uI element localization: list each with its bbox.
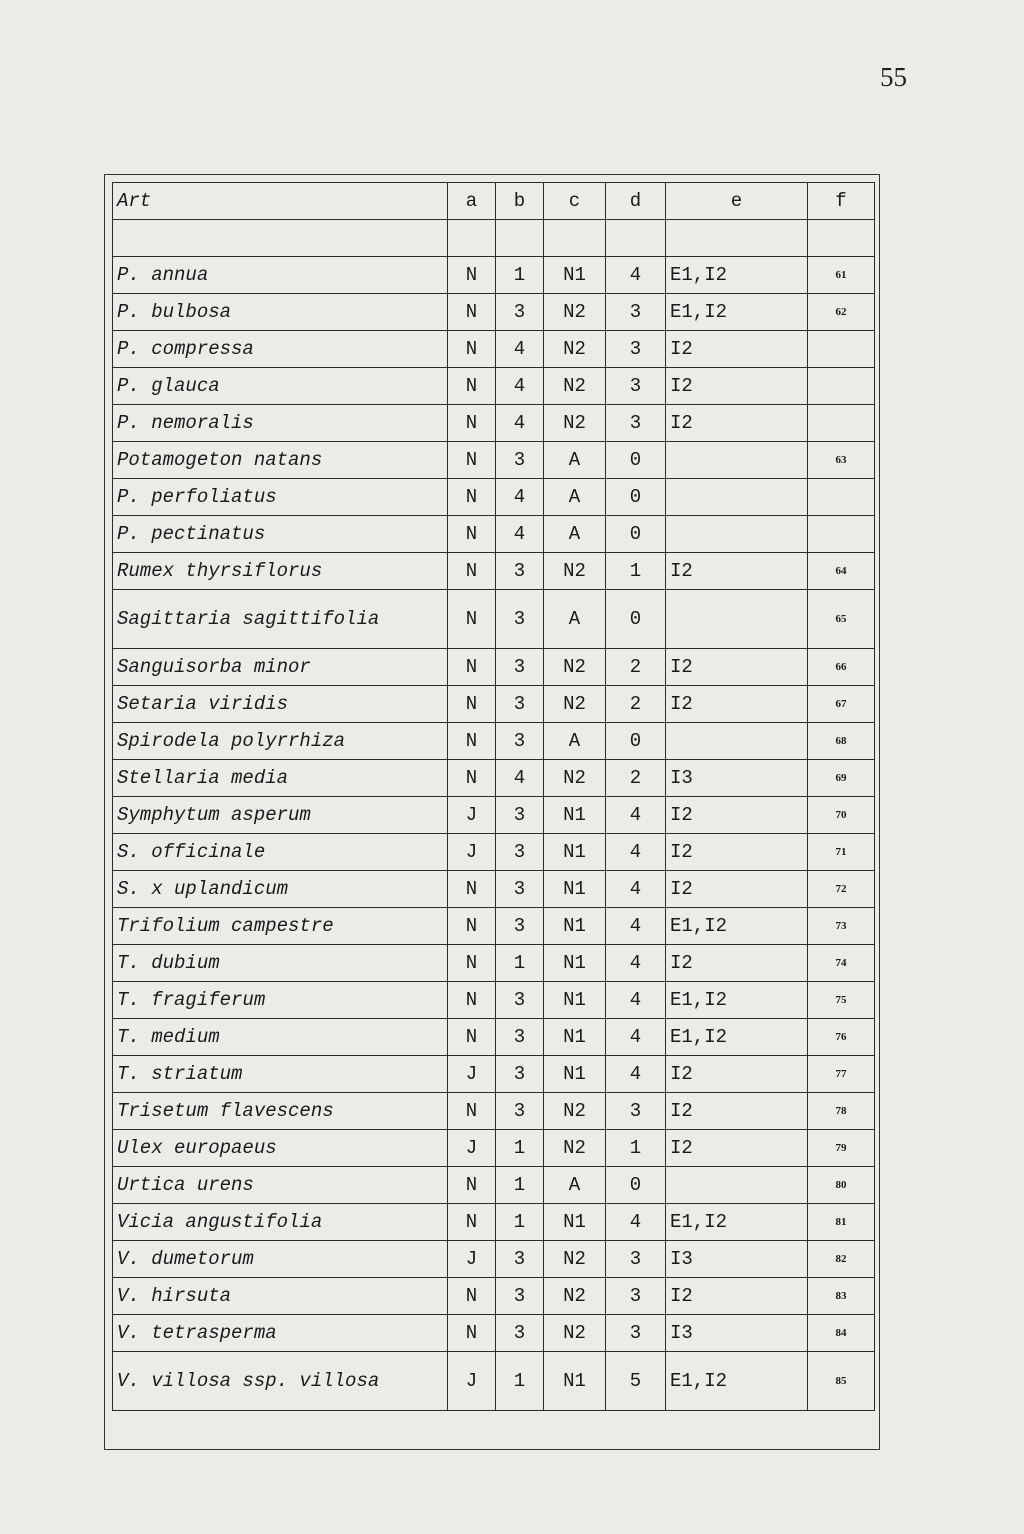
cell-d: 4: [606, 871, 666, 908]
cell-e: E1,I2: [666, 982, 808, 1019]
cell-c: N1: [544, 982, 606, 1019]
cell-f: 67: [808, 686, 875, 723]
cell-c: N2: [544, 1315, 606, 1352]
cell-art: T. fragiferum: [113, 982, 448, 1019]
table-row: [113, 405, 875, 442]
table-row: [113, 797, 875, 834]
table-row: [113, 1315, 875, 1352]
cell-e: E1,I2: [666, 1204, 808, 1241]
cell-a: J: [448, 834, 496, 871]
cell-art: Rumex thyrsiflorus: [113, 553, 448, 590]
cell-a: N: [448, 257, 496, 294]
cell-f: 71: [808, 834, 875, 871]
cell-a: N: [448, 368, 496, 405]
cell-c: N2: [544, 1241, 606, 1278]
cell-c: N2: [544, 553, 606, 590]
cell-f: 66: [808, 649, 875, 686]
table-row: [113, 479, 875, 516]
header-a: a: [448, 183, 496, 220]
cell-e: [666, 1167, 808, 1204]
cell-b: 3: [496, 686, 544, 723]
cell-c: A: [544, 723, 606, 760]
cell-b: 3: [496, 1315, 544, 1352]
cell-c: N1: [544, 945, 606, 982]
cell-c: N2: [544, 1093, 606, 1130]
cell-c: N2: [544, 686, 606, 723]
cell-f: 81: [808, 1204, 875, 1241]
cell-c: N2: [544, 649, 606, 686]
cell-c: N2: [544, 368, 606, 405]
cell-a: N: [448, 1204, 496, 1241]
table-row: [113, 257, 875, 294]
cell-b: 4: [496, 331, 544, 368]
cell-b: 1: [496, 1167, 544, 1204]
cell-b: 3: [496, 797, 544, 834]
cell-b: 3: [496, 834, 544, 871]
table-row: [113, 649, 875, 686]
cell-c: N1: [544, 908, 606, 945]
cell-c: N1: [544, 797, 606, 834]
cell-a: N: [448, 442, 496, 479]
cell-c: N1: [544, 1056, 606, 1093]
spacer-cell: [448, 220, 496, 257]
cell-f: 70: [808, 797, 875, 834]
table-row: [113, 1204, 875, 1241]
cell-d: 3: [606, 331, 666, 368]
cell-art: S. officinale: [113, 834, 448, 871]
cell-b: 3: [496, 871, 544, 908]
cell-f: 63: [808, 442, 875, 479]
cell-e: E1,I2: [666, 294, 808, 331]
table-row: [113, 1093, 875, 1130]
cell-e: E1,I2: [666, 908, 808, 945]
cell-e: E1,I2: [666, 257, 808, 294]
cell-a: J: [448, 1352, 496, 1411]
cell-art: V. hirsuta: [113, 1278, 448, 1315]
cell-c: N1: [544, 1019, 606, 1056]
table-row: [113, 331, 875, 368]
cell-d: 1: [606, 553, 666, 590]
cell-d: 3: [606, 368, 666, 405]
cell-b: 3: [496, 1278, 544, 1315]
cell-b: 4: [496, 405, 544, 442]
cell-art: Vicia angustifolia: [113, 1204, 448, 1241]
cell-art: P. pectinatus: [113, 516, 448, 553]
cell-art: Trisetum flavescens: [113, 1093, 448, 1130]
cell-e: I3: [666, 1315, 808, 1352]
cell-art: T. striatum: [113, 1056, 448, 1093]
cell-f: [808, 331, 875, 368]
cell-b: 1: [496, 1352, 544, 1411]
header-d: d: [606, 183, 666, 220]
cell-e: I2: [666, 553, 808, 590]
cell-f: 77: [808, 1056, 875, 1093]
table-row: [113, 723, 875, 760]
cell-c: N1: [544, 834, 606, 871]
cell-f: 68: [808, 723, 875, 760]
cell-art: Spirodela polyrrhiza: [113, 723, 448, 760]
cell-b: 3: [496, 1093, 544, 1130]
cell-f: 75: [808, 982, 875, 1019]
cell-d: 4: [606, 797, 666, 834]
table-row: [113, 294, 875, 331]
cell-art: V. dumetorum: [113, 1241, 448, 1278]
cell-c: N1: [544, 257, 606, 294]
cell-c: N2: [544, 1278, 606, 1315]
cell-e: I2: [666, 797, 808, 834]
table-row: [113, 871, 875, 908]
cell-e: I2: [666, 1093, 808, 1130]
table-row: [113, 553, 875, 590]
cell-art: P. glauca: [113, 368, 448, 405]
cell-b: 4: [496, 479, 544, 516]
header-e: e: [666, 183, 808, 220]
cell-art: T. dubium: [113, 945, 448, 982]
cell-e: [666, 479, 808, 516]
cell-f: 61: [808, 257, 875, 294]
cell-d: 3: [606, 1241, 666, 1278]
spacer-cell: [606, 220, 666, 257]
header-c: c: [544, 183, 606, 220]
cell-e: E1,I2: [666, 1019, 808, 1056]
cell-a: J: [448, 1130, 496, 1167]
spacer-cell: [113, 220, 448, 257]
cell-f: 69: [808, 760, 875, 797]
cell-b: 1: [496, 257, 544, 294]
cell-f: 84: [808, 1315, 875, 1352]
cell-a: N: [448, 908, 496, 945]
cell-e: E1,I2: [666, 1352, 808, 1411]
spacer-cell: [808, 220, 875, 257]
cell-b: 1: [496, 1204, 544, 1241]
cell-a: N: [448, 649, 496, 686]
cell-art: Sanguisorba minor: [113, 649, 448, 686]
cell-art: Urtica urens: [113, 1167, 448, 1204]
cell-b: 3: [496, 649, 544, 686]
cell-a: J: [448, 1056, 496, 1093]
table-row: [113, 368, 875, 405]
cell-a: N: [448, 871, 496, 908]
cell-e: I2: [666, 871, 808, 908]
cell-a: N: [448, 405, 496, 442]
cell-b: 1: [496, 945, 544, 982]
cell-art: V. villosa ssp. villosa: [113, 1352, 448, 1411]
table-row: [113, 1352, 875, 1411]
cell-d: 4: [606, 1056, 666, 1093]
cell-c: N1: [544, 1352, 606, 1411]
cell-d: 2: [606, 649, 666, 686]
spacer-cell: [496, 220, 544, 257]
cell-a: N: [448, 982, 496, 1019]
cell-b: 3: [496, 908, 544, 945]
cell-c: N1: [544, 1204, 606, 1241]
cell-art: Sagittaria sagittifolia: [113, 590, 448, 649]
cell-a: N: [448, 590, 496, 649]
cell-art: Setaria viridis: [113, 686, 448, 723]
table-row: [113, 945, 875, 982]
cell-e: I2: [666, 1130, 808, 1167]
cell-art: V. tetrasperma: [113, 1315, 448, 1352]
cell-b: 3: [496, 723, 544, 760]
cell-art: Potamogeton natans: [113, 442, 448, 479]
cell-e: I3: [666, 760, 808, 797]
cell-art: P. compressa: [113, 331, 448, 368]
cell-a: N: [448, 1019, 496, 1056]
header-art: Art: [113, 183, 448, 220]
cell-d: 4: [606, 982, 666, 1019]
cell-c: A: [544, 1167, 606, 1204]
cell-b: 3: [496, 1241, 544, 1278]
cell-b: 4: [496, 368, 544, 405]
table-row: [113, 442, 875, 479]
cell-d: 2: [606, 686, 666, 723]
table-row: [113, 516, 875, 553]
cell-e: [666, 442, 808, 479]
cell-a: J: [448, 1241, 496, 1278]
table-row: [113, 686, 875, 723]
cell-a: J: [448, 797, 496, 834]
species-table: [112, 182, 875, 1411]
cell-a: N: [448, 686, 496, 723]
cell-d: 4: [606, 257, 666, 294]
cell-b: 3: [496, 1056, 544, 1093]
cell-e: I2: [666, 834, 808, 871]
header-b: b: [496, 183, 544, 220]
cell-c: N2: [544, 760, 606, 797]
spacer-cell: [666, 220, 808, 257]
cell-c: A: [544, 442, 606, 479]
cell-f: 72: [808, 871, 875, 908]
cell-e: I2: [666, 368, 808, 405]
cell-art: P. bulbosa: [113, 294, 448, 331]
cell-d: 1: [606, 1130, 666, 1167]
cell-b: 4: [496, 760, 544, 797]
cell-d: 3: [606, 405, 666, 442]
cell-d: 3: [606, 1278, 666, 1315]
table-row: [113, 760, 875, 797]
cell-f: 78: [808, 1093, 875, 1130]
cell-b: 3: [496, 590, 544, 649]
cell-b: 3: [496, 294, 544, 331]
cell-art: P. annua: [113, 257, 448, 294]
cell-d: 0: [606, 723, 666, 760]
cell-f: [808, 516, 875, 553]
cell-art: T. medium: [113, 1019, 448, 1056]
cell-f: 65: [808, 590, 875, 649]
table-row: [113, 1130, 875, 1167]
table-row: [113, 1019, 875, 1056]
cell-e: [666, 723, 808, 760]
cell-b: 3: [496, 553, 544, 590]
cell-a: N: [448, 1278, 496, 1315]
cell-d: 5: [606, 1352, 666, 1411]
cell-f: 79: [808, 1130, 875, 1167]
header-spacer-row: [113, 220, 875, 257]
cell-c: A: [544, 479, 606, 516]
cell-a: N: [448, 760, 496, 797]
cell-a: N: [448, 479, 496, 516]
cell-f: [808, 368, 875, 405]
cell-f: [808, 479, 875, 516]
cell-d: 4: [606, 1019, 666, 1056]
cell-e: I2: [666, 649, 808, 686]
cell-art: Symphytum asperum: [113, 797, 448, 834]
cell-b: 3: [496, 1019, 544, 1056]
cell-f: 83: [808, 1278, 875, 1315]
cell-d: 0: [606, 479, 666, 516]
cell-e: I2: [666, 945, 808, 982]
cell-c: N2: [544, 294, 606, 331]
cell-art: Ulex europaeus: [113, 1130, 448, 1167]
cell-f: 80: [808, 1167, 875, 1204]
cell-f: 62: [808, 294, 875, 331]
cell-d: 2: [606, 760, 666, 797]
cell-f: 85: [808, 1352, 875, 1411]
cell-f: [808, 405, 875, 442]
cell-a: N: [448, 723, 496, 760]
cell-d: 0: [606, 590, 666, 649]
page-number: 55: [880, 62, 907, 92]
cell-e: I2: [666, 686, 808, 723]
cell-a: N: [448, 1167, 496, 1204]
spacer-cell: [544, 220, 606, 257]
cell-d: 4: [606, 1204, 666, 1241]
cell-c: N1: [544, 871, 606, 908]
cell-art: Trifolium campestre: [113, 908, 448, 945]
cell-c: N2: [544, 1130, 606, 1167]
cell-c: N2: [544, 405, 606, 442]
table-row: [113, 834, 875, 871]
table-header-row: [113, 183, 875, 220]
table-row: [113, 982, 875, 1019]
cell-f: 73: [808, 908, 875, 945]
table-row: [113, 908, 875, 945]
cell-a: N: [448, 331, 496, 368]
cell-a: N: [448, 516, 496, 553]
cell-e: [666, 516, 808, 553]
cell-a: N: [448, 1315, 496, 1352]
cell-e: I2: [666, 331, 808, 368]
cell-f: 74: [808, 945, 875, 982]
cell-c: A: [544, 590, 606, 649]
cell-e: I2: [666, 405, 808, 442]
cell-art: S. x uplandicum: [113, 871, 448, 908]
cell-b: 4: [496, 516, 544, 553]
cell-d: 4: [606, 945, 666, 982]
cell-d: 3: [606, 1315, 666, 1352]
table-row: [113, 1056, 875, 1093]
cell-c: N2: [544, 331, 606, 368]
cell-art: Stellaria media: [113, 760, 448, 797]
cell-d: 0: [606, 516, 666, 553]
cell-d: 4: [606, 834, 666, 871]
cell-d: 0: [606, 442, 666, 479]
cell-a: N: [448, 553, 496, 590]
cell-d: 0: [606, 1167, 666, 1204]
cell-d: 3: [606, 1093, 666, 1130]
cell-e: I3: [666, 1241, 808, 1278]
cell-f: 82: [808, 1241, 875, 1278]
cell-c: A: [544, 516, 606, 553]
cell-f: 64: [808, 553, 875, 590]
table-row: [113, 1167, 875, 1204]
cell-a: N: [448, 945, 496, 982]
cell-d: 3: [606, 294, 666, 331]
cell-e: [666, 590, 808, 649]
cell-b: 1: [496, 1130, 544, 1167]
cell-a: N: [448, 294, 496, 331]
cell-b: 3: [496, 442, 544, 479]
table-row: [113, 590, 875, 649]
cell-e: I2: [666, 1278, 808, 1315]
cell-b: 3: [496, 982, 544, 1019]
cell-a: N: [448, 1093, 496, 1130]
table-row: [113, 1241, 875, 1278]
cell-art: P. nemoralis: [113, 405, 448, 442]
cell-f: 76: [808, 1019, 875, 1056]
cell-e: I2: [666, 1056, 808, 1093]
table-row: [113, 1278, 875, 1315]
header-f: f: [808, 183, 875, 220]
cell-d: 4: [606, 908, 666, 945]
cell-art: P. perfoliatus: [113, 479, 448, 516]
